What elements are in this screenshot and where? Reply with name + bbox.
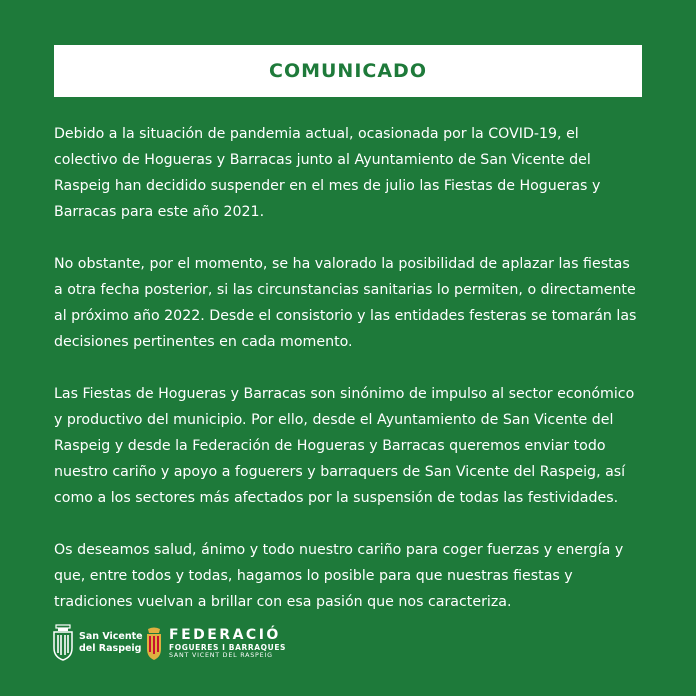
page-title: COMUNICADO (269, 60, 427, 82)
ayuntamiento-name (79, 631, 143, 655)
paragraph-2 (54, 251, 654, 355)
coat-of-arms-icon (52, 624, 74, 662)
text-line: tradiciones vuelvan a brillar con esa pasión que nos caracteriza. (54, 594, 512, 610)
text-line: Debido a la situación de pandemia actual, ocasionada por la COVID-19, el (54, 126, 579, 142)
text-line: Las Fiestas de Hogueras y Barracas son sinónimo de impulso al sector económico (54, 386, 635, 402)
ayuntamiento-line1: San Vicente (79, 631, 143, 642)
text-line: colectivo de Hogueras y Barracas junto al Ayuntamiento de San Vicente del (54, 152, 591, 168)
text-line: Raspeig y desde la Federación de Hogueras y Barracas queremos enviar todo (54, 438, 606, 454)
text-line: decisiones pertinentes en cada momento. (54, 334, 353, 350)
federacio-logo (145, 627, 286, 661)
text-line: nuestro cariño y apoyo a foguerers y barraquers de San Vicente del Raspeig, así (54, 464, 626, 480)
text-line: Os deseamos salud, ánimo y todo nuestro cariño para coger fuerzas y energía y (54, 542, 624, 558)
text-line: No obstante, por el momento, se ha valorado la posibilidad de aplazar las fiestas (54, 256, 630, 272)
text-line: al próximo año 2022. Desde el consistorio y las entidades festeras se tomarán las (54, 308, 637, 324)
text-line: Raspeig han decidido suspender en el mes de julio las Fiestas de Hogueras y (54, 178, 601, 194)
text-line: Barracas para este año 2021. (54, 204, 265, 220)
paragraph-4 (54, 537, 654, 615)
federacio-title: FEDERACIÓ (169, 627, 281, 643)
federacio-subtitle: FOGUERES I BARRAQUES (169, 643, 287, 652)
text-line: a otra fecha posterior, si las circunstancias sanitarias lo permiten, o directamente (54, 282, 636, 298)
text-line: que, entre todos y todas, hagamos lo posible para que nuestras fiestas y (54, 568, 573, 584)
crest-icon (145, 627, 163, 661)
title-banner (54, 45, 642, 97)
footer-logos (52, 624, 352, 674)
federacio-text (169, 628, 286, 660)
announcement-body (54, 121, 654, 641)
ayuntamiento-line2: del Raspeig (79, 643, 142, 654)
text-line: como a los sectores más afectados por la suspensión de todas las festividades. (54, 490, 619, 506)
text-line: y productivo del municipio. Por ello, desde el Ayuntamiento de San Vicente del (54, 412, 614, 428)
federacio-place: SANT VICENT DEL RASPEIG (169, 652, 273, 659)
ayuntamiento-logo (52, 624, 143, 662)
paragraph-1 (54, 121, 654, 225)
paragraph-3 (54, 381, 654, 511)
